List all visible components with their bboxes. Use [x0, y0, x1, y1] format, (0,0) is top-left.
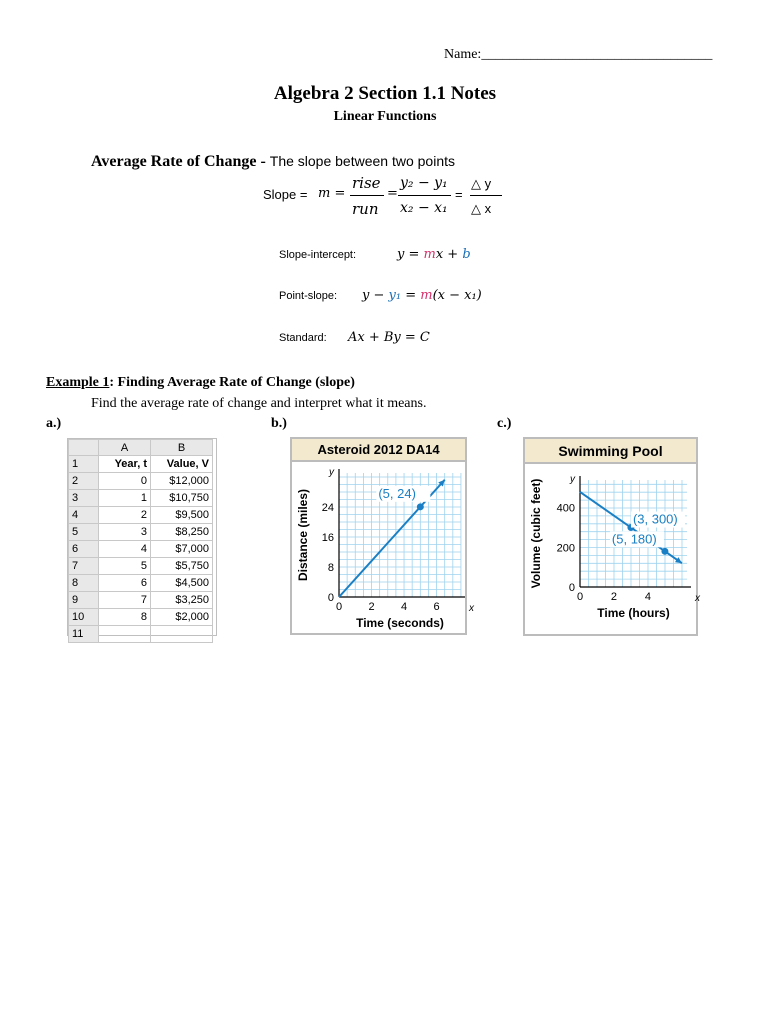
- chart-title: Swimming Pool: [525, 439, 696, 464]
- x-tick-label: 4: [644, 591, 651, 603]
- spreadsheet: [67, 438, 217, 640]
- year-cell: 0: [99, 473, 151, 490]
- year-cell: 3: [99, 524, 151, 541]
- value-cell: $4,500: [151, 575, 213, 592]
- year-cell: 2: [99, 507, 151, 524]
- y-axis-label: Volume (cubic feet): [529, 478, 543, 589]
- point-label: (3, 300): [632, 511, 678, 527]
- run-text: run: [352, 200, 379, 218]
- row-number: 5: [69, 524, 99, 541]
- row-number: 10: [69, 609, 99, 626]
- delta-x: △ x: [471, 201, 492, 216]
- value-cell: $12,000: [151, 473, 213, 490]
- corner-cell: [69, 440, 99, 456]
- standard-label: Standard:: [279, 332, 327, 344]
- page-subtitle: Linear Functions: [333, 109, 437, 124]
- table-row: [69, 558, 213, 575]
- table-row: [69, 575, 213, 592]
- table-row: [69, 524, 213, 541]
- value-cell: $3,250: [151, 592, 213, 609]
- data-point: [661, 548, 668, 555]
- point-slope-label: Point-slope:: [279, 290, 338, 302]
- example-label: Example 1: [46, 375, 110, 390]
- year-cell: 1: [99, 490, 151, 507]
- row-number: 3: [69, 490, 99, 507]
- equals-sign-1: =: [387, 186, 398, 201]
- x-tick-label: 0: [335, 601, 343, 613]
- eq-y1: y₁: [388, 288, 402, 303]
- x-axis-letter: x: [469, 603, 474, 614]
- value-cell: $8,250: [151, 524, 213, 541]
- y-axis-letter: y: [329, 467, 334, 478]
- y-axis-label: Distance (miles): [296, 488, 310, 582]
- table-row: [69, 592, 213, 609]
- table-row: [69, 456, 213, 473]
- y-tick-label: 0: [568, 582, 575, 594]
- y-tick-label: 16: [321, 531, 334, 544]
- x-tick-label: 6: [433, 601, 440, 613]
- row-number: 8: [69, 575, 99, 592]
- year-cell: [99, 626, 151, 643]
- x-axis-label: Time (hours): [597, 606, 670, 620]
- x-tick-label: 2: [368, 601, 375, 613]
- rate-of-change-title: Average Rate of Change -: [91, 153, 266, 170]
- value-cell: $2,000: [151, 609, 213, 626]
- rate-of-change-heading: [91, 153, 455, 171]
- row-number: 9: [69, 592, 99, 609]
- standard-equation: Ax + By = C: [348, 330, 430, 345]
- column-header-row: [69, 440, 213, 456]
- row-number: 7: [69, 558, 99, 575]
- year-cell: Year, t: [99, 456, 151, 473]
- name-field[interactable]: Name:_________________________________: [444, 47, 713, 62]
- point-label: (5, 24): [378, 485, 416, 501]
- part-b-label: b.): [271, 416, 287, 431]
- rate-of-change-description: The slope between two points: [269, 153, 455, 169]
- eq-part: x +: [435, 247, 463, 262]
- page-title: Algebra 2 Section 1.1 Notes: [273, 83, 497, 104]
- column-header: A: [99, 440, 151, 456]
- y-difference: y₂ − y₁: [400, 175, 448, 191]
- delta-bar: [470, 195, 502, 196]
- row-number: 6: [69, 541, 99, 558]
- slope-intercept-equation: [397, 247, 471, 262]
- value-cell: Value, V: [151, 456, 213, 473]
- year-cell: 4: [99, 541, 151, 558]
- row-number: 1: [69, 456, 99, 473]
- value-cell: $5,750: [151, 558, 213, 575]
- table-row: [69, 609, 213, 626]
- part-c-label: c.): [497, 416, 512, 431]
- eq-part: =: [401, 288, 421, 303]
- chart-title: Asteroid 2012 DA14: [292, 439, 465, 462]
- asteroid-chart-svg: [292, 462, 474, 633]
- data-point: [417, 503, 424, 510]
- value-cell: $9,500: [151, 507, 213, 524]
- year-cell: 5: [99, 558, 151, 575]
- example-heading: [46, 375, 355, 391]
- example-instruction: Find the average rate of change and interpret what it means.: [91, 396, 427, 411]
- swimming-pool-graph: [523, 437, 698, 636]
- asteroid-graph: [290, 437, 474, 635]
- row-number: 11: [69, 626, 99, 643]
- delta-y: △ y: [471, 176, 492, 191]
- eq-m: m: [423, 247, 436, 262]
- row-number: 4: [69, 507, 99, 524]
- eq-part: (x − x₁): [432, 288, 482, 303]
- table-row: [69, 626, 213, 643]
- year-cell: 6: [99, 575, 151, 592]
- x-axis-label: Time (seconds): [356, 616, 444, 630]
- spreadsheet-body: [69, 456, 213, 643]
- point-label: (5, 180): [611, 531, 657, 547]
- swimming-pool-chart-svg: [525, 464, 700, 634]
- slope-m: m =: [318, 186, 346, 201]
- rise-text: rise: [352, 174, 381, 192]
- year-cell: 8: [99, 609, 151, 626]
- table-row: [69, 473, 213, 490]
- rise-run-bar: [350, 195, 384, 196]
- slope-intercept-label: Slope-intercept:: [279, 249, 357, 261]
- column-header: B: [151, 440, 213, 456]
- y-tick-label: 8: [327, 561, 334, 574]
- y-tick-label: 400: [556, 502, 575, 515]
- x-axis-letter: x: [695, 593, 700, 604]
- x-tick-label: 2: [610, 591, 618, 603]
- x-difference: x₂ − x₁: [400, 200, 448, 216]
- y-tick-label: 0: [327, 592, 334, 604]
- spreadsheet-table: [68, 439, 213, 643]
- eq-part: y −: [362, 288, 389, 303]
- part-a-label: a.): [46, 416, 62, 431]
- example-title-text: : Finding Average Rate of Change (slope): [109, 375, 355, 390]
- eq-m: m: [420, 288, 433, 303]
- value-cell: $7,000: [151, 541, 213, 558]
- row-number: 2: [69, 473, 99, 490]
- value-cell: [151, 626, 213, 643]
- eq-part: y =: [397, 247, 424, 262]
- table-row: [69, 541, 213, 558]
- y-x-bar: [398, 195, 451, 196]
- year-cell: 7: [99, 592, 151, 609]
- equals-sign-2: =: [455, 187, 463, 202]
- table-row: [69, 490, 213, 507]
- y-axis-letter: y: [570, 474, 575, 485]
- slope-label: Slope =: [263, 187, 308, 202]
- x-tick-label: 4: [401, 601, 408, 613]
- x-tick-label: 0: [576, 591, 584, 603]
- eq-b: b: [462, 247, 471, 262]
- point-slope-equation: [362, 288, 482, 303]
- y-tick-label: 24: [321, 501, 334, 514]
- table-row: [69, 507, 213, 524]
- y-tick-label: 200: [556, 542, 575, 555]
- value-cell: $10,750: [151, 490, 213, 507]
